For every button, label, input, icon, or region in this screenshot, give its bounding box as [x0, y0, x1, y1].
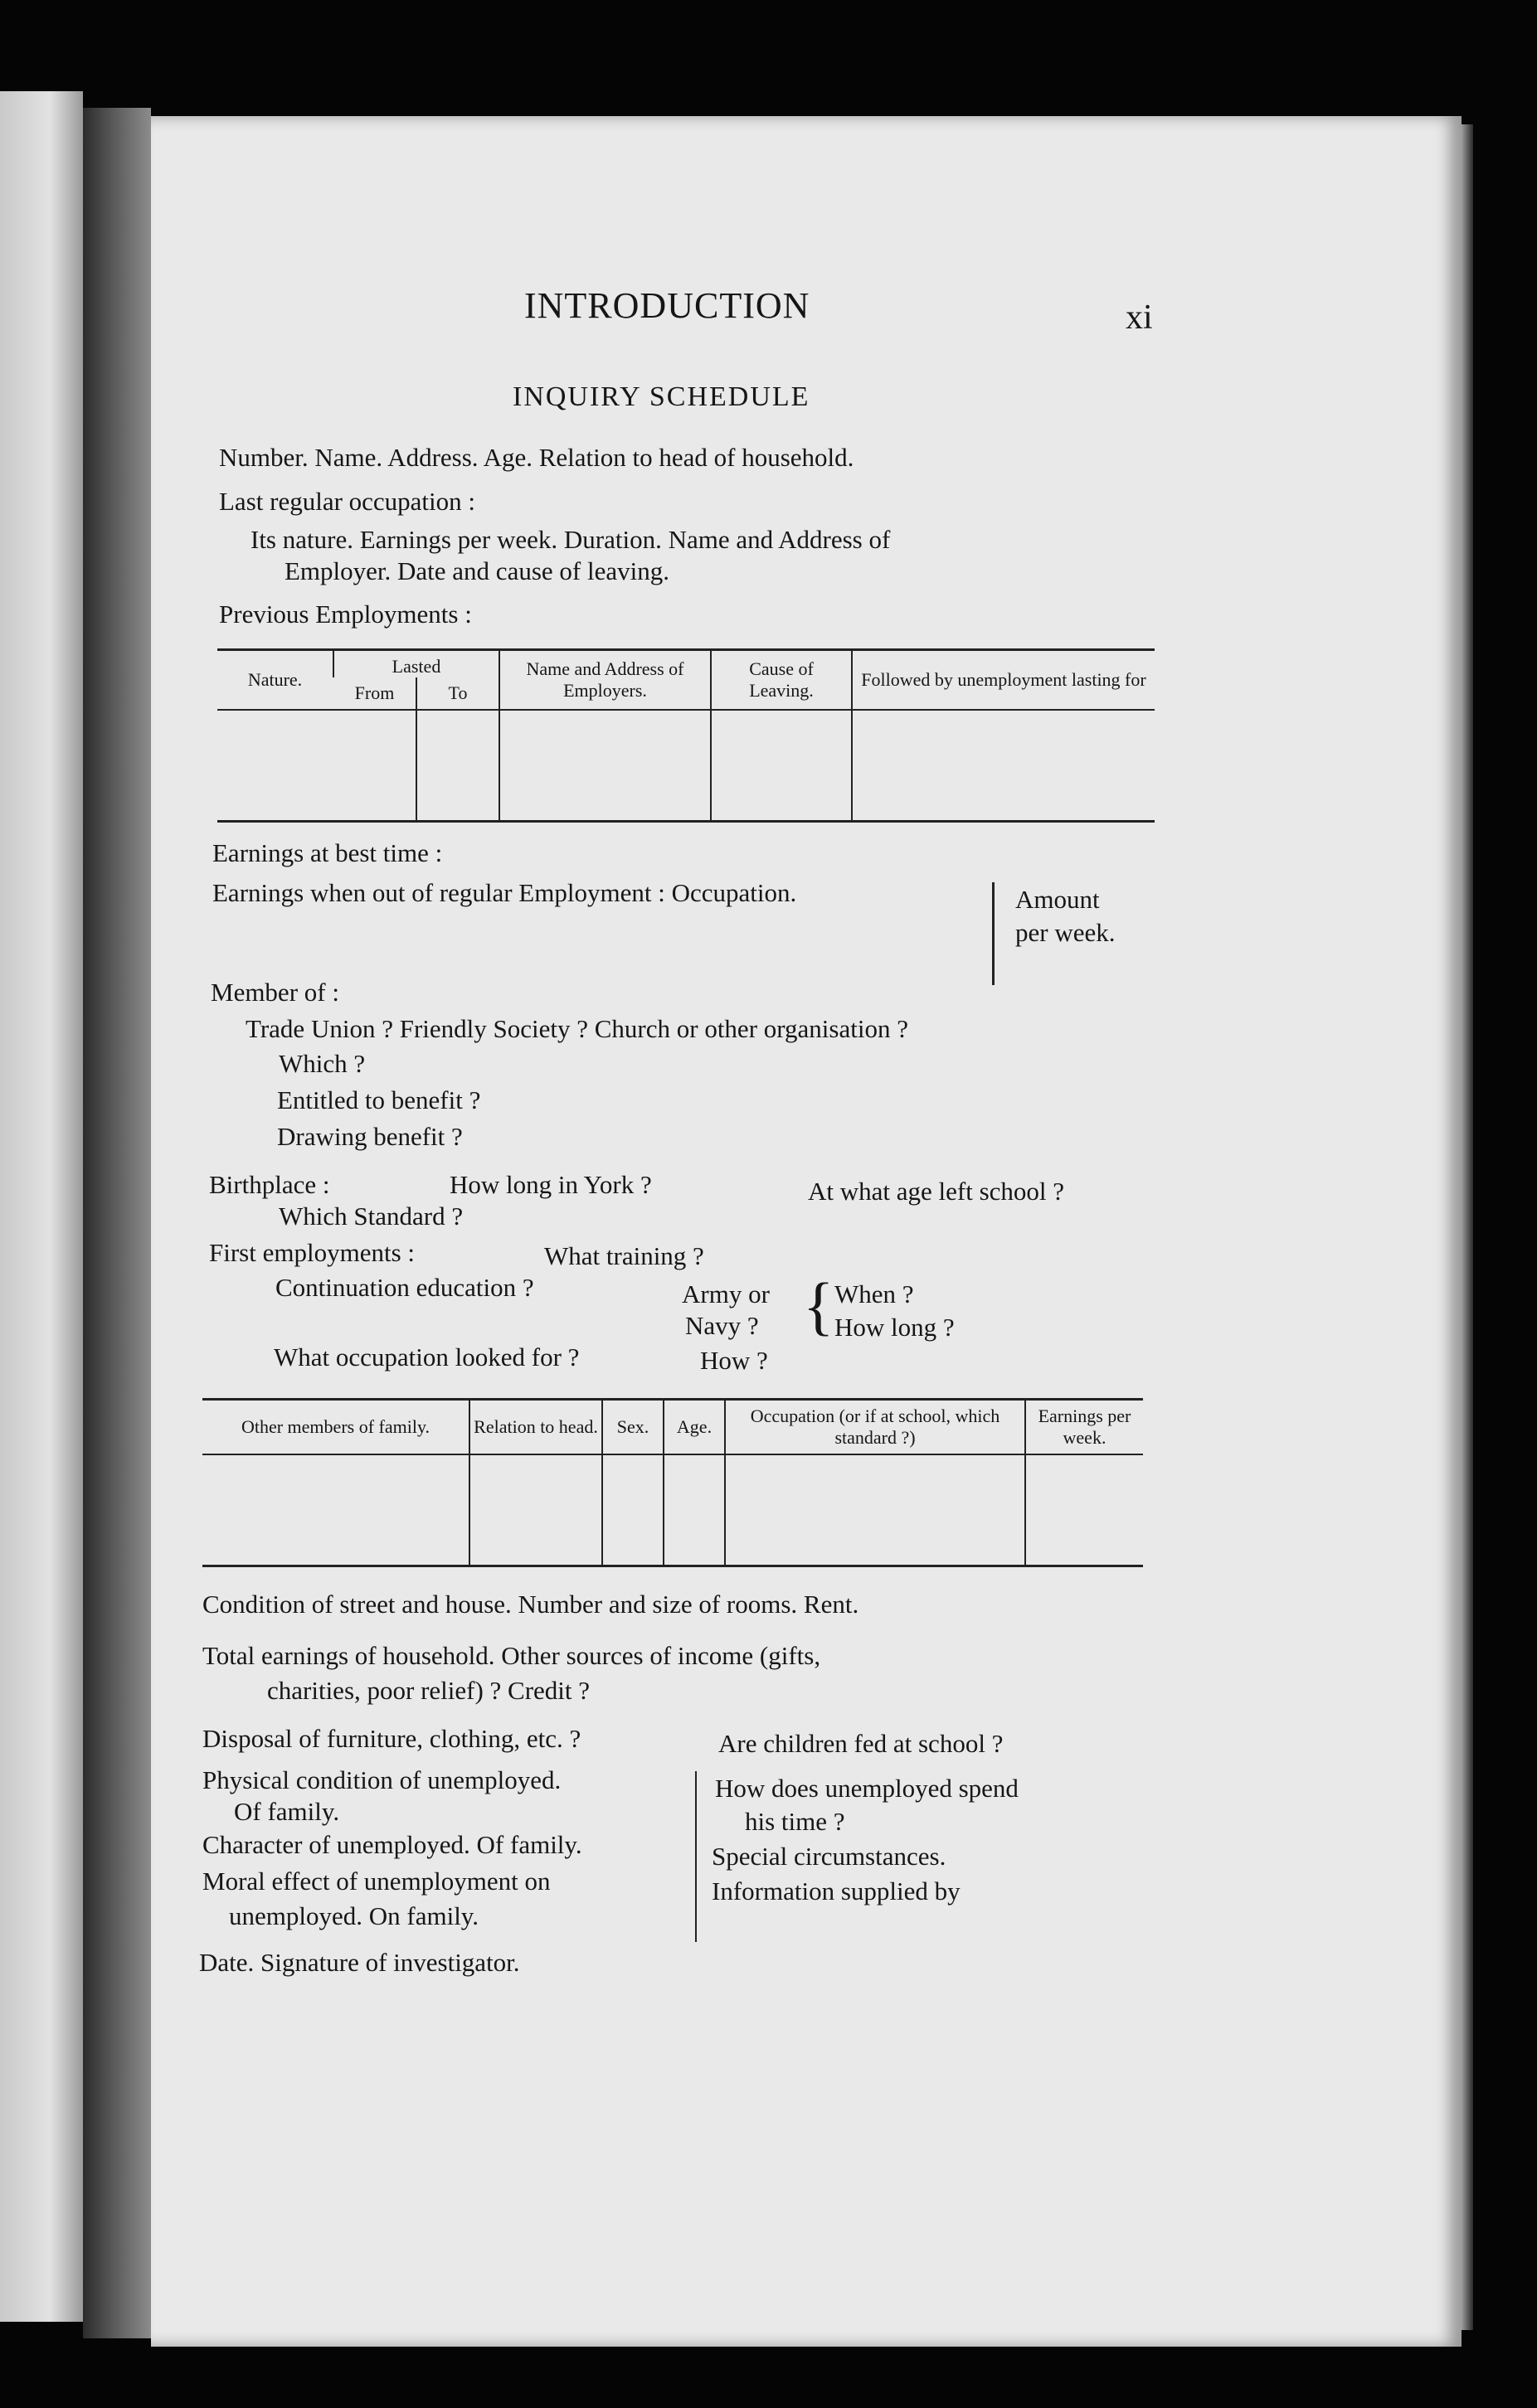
date-signature: Date. Signature of investigator. — [199, 1948, 520, 1977]
cell-blank — [852, 710, 1155, 822]
col-from: From — [333, 677, 416, 710]
entitled-line: Entitled to benefit ? — [277, 1085, 481, 1114]
cell-blank — [664, 1454, 725, 1566]
family-members-table — [202, 1398, 1143, 1567]
character-line: Character of unemployed. Of family. — [202, 1830, 582, 1859]
schedule-title: INQUIRY SCHEDULE — [513, 381, 810, 412]
how-spend-time: How does unemployed spend — [715, 1774, 1019, 1803]
trade-union-line: Trade Union ? Friendly Society ? Church or other organisation ? — [246, 1014, 908, 1043]
which-line: Which ? — [279, 1049, 366, 1078]
his-time: his time ? — [745, 1807, 845, 1836]
amount-label: Amount — [1015, 885, 1100, 914]
cell-blank — [602, 1454, 664, 1566]
cell-blank — [333, 710, 416, 822]
cell-blank — [217, 710, 333, 822]
col-followed: Followed by unemployment lasting for — [852, 650, 1155, 711]
navy: Navy ? — [685, 1311, 759, 1340]
page-edge-shadow — [1462, 124, 1473, 2330]
amount-divider — [992, 882, 995, 985]
unemployed-on-family: unemployed. On family. — [229, 1901, 479, 1930]
what-training: What training ? — [544, 1241, 704, 1270]
column-divider — [695, 1771, 697, 1942]
previous-employments-table — [217, 648, 1155, 823]
cell-blank — [416, 710, 499, 822]
col-earnings: Earnings per week. — [1025, 1400, 1143, 1455]
how-long-in-york: How long in York ? — [450, 1170, 652, 1199]
brace: { — [803, 1270, 834, 1342]
col-to: To — [416, 677, 499, 710]
col-employers: Name and Address of Employers. — [499, 650, 711, 711]
cell-blank — [499, 710, 711, 822]
col-relation: Relation to head. — [469, 1400, 602, 1455]
drawing-line: Drawing benefit ? — [277, 1122, 463, 1151]
book-gutter — [83, 108, 151, 2338]
children-fed-line: Are children fed at school ? — [718, 1729, 1004, 1758]
line-number-name: Number. Name. Address. Age. Relation to head of household. — [219, 443, 854, 472]
charities-line: charities, poor relief) ? Credit ? — [267, 1676, 591, 1705]
age-left-school: At what age left school ? — [808, 1177, 1065, 1206]
page-number: xi — [1126, 299, 1153, 337]
total-earnings-line: Total earnings of household. Other sources of income (gifts, — [202, 1641, 821, 1670]
col-members: Other members of family. — [202, 1400, 469, 1455]
special-circumstances: Special circumstances. — [712, 1842, 946, 1871]
per-week-label: per week. — [1015, 918, 1116, 947]
occupation-looked-for: What occupation looked for ? — [274, 1342, 580, 1371]
cell-blank — [1025, 1454, 1143, 1566]
cell-blank — [202, 1454, 469, 1566]
moral-effect: Moral effect of unemployment on — [202, 1867, 551, 1896]
col-nature: Nature. — [217, 650, 333, 711]
col-age: Age. — [664, 1400, 725, 1455]
army-or: Army or — [682, 1279, 770, 1308]
condition-line: Condition of street and house. Number and size of rooms. Rent. — [202, 1590, 859, 1619]
of-family-1: Of family. — [234, 1797, 340, 1826]
col-sex: Sex. — [602, 1400, 664, 1455]
when-label: When ? — [834, 1279, 914, 1308]
earnings-best-time: Earnings at best time : — [212, 838, 443, 867]
physical-condition: Physical condition of unemployed. — [202, 1765, 562, 1794]
col-lasted: Lasted — [333, 650, 499, 678]
birthplace: Birthplace : — [209, 1170, 330, 1199]
continuation-education: Continuation education ? — [275, 1273, 534, 1302]
first-employments: First employments : — [209, 1238, 415, 1267]
line-its-nature: Its nature. Earnings per week. Duration. Name and Address of — [250, 525, 891, 554]
col-cause: Cause of Leaving. — [711, 650, 852, 711]
which-standard: Which Standard ? — [279, 1202, 464, 1231]
how-label: How ? — [700, 1346, 768, 1375]
member-of: Member of : — [211, 978, 339, 1007]
line-employer: Employer. Date and cause of leaving. — [285, 556, 669, 585]
line-last-occupation: Last regular occupation : — [219, 487, 476, 516]
cell-blank — [725, 1454, 1025, 1566]
cell-blank — [469, 1454, 602, 1566]
col-occupation: Occupation (or if at school, which standard ?) — [725, 1400, 1025, 1455]
earnings-out-of-employment: Earnings when out of regular Employment : Occupation. — [212, 878, 797, 907]
how-long-label: How long ? — [834, 1313, 955, 1342]
cell-blank — [711, 710, 852, 822]
disposal-line: Disposal of furniture, clothing, etc. ? — [202, 1724, 581, 1753]
adjacent-page-edge — [0, 91, 83, 2322]
running-head: INTRODUCTION — [524, 285, 810, 326]
line-previous-employments: Previous Employments : — [219, 600, 472, 629]
information-supplied: Information supplied by — [712, 1876, 961, 1906]
